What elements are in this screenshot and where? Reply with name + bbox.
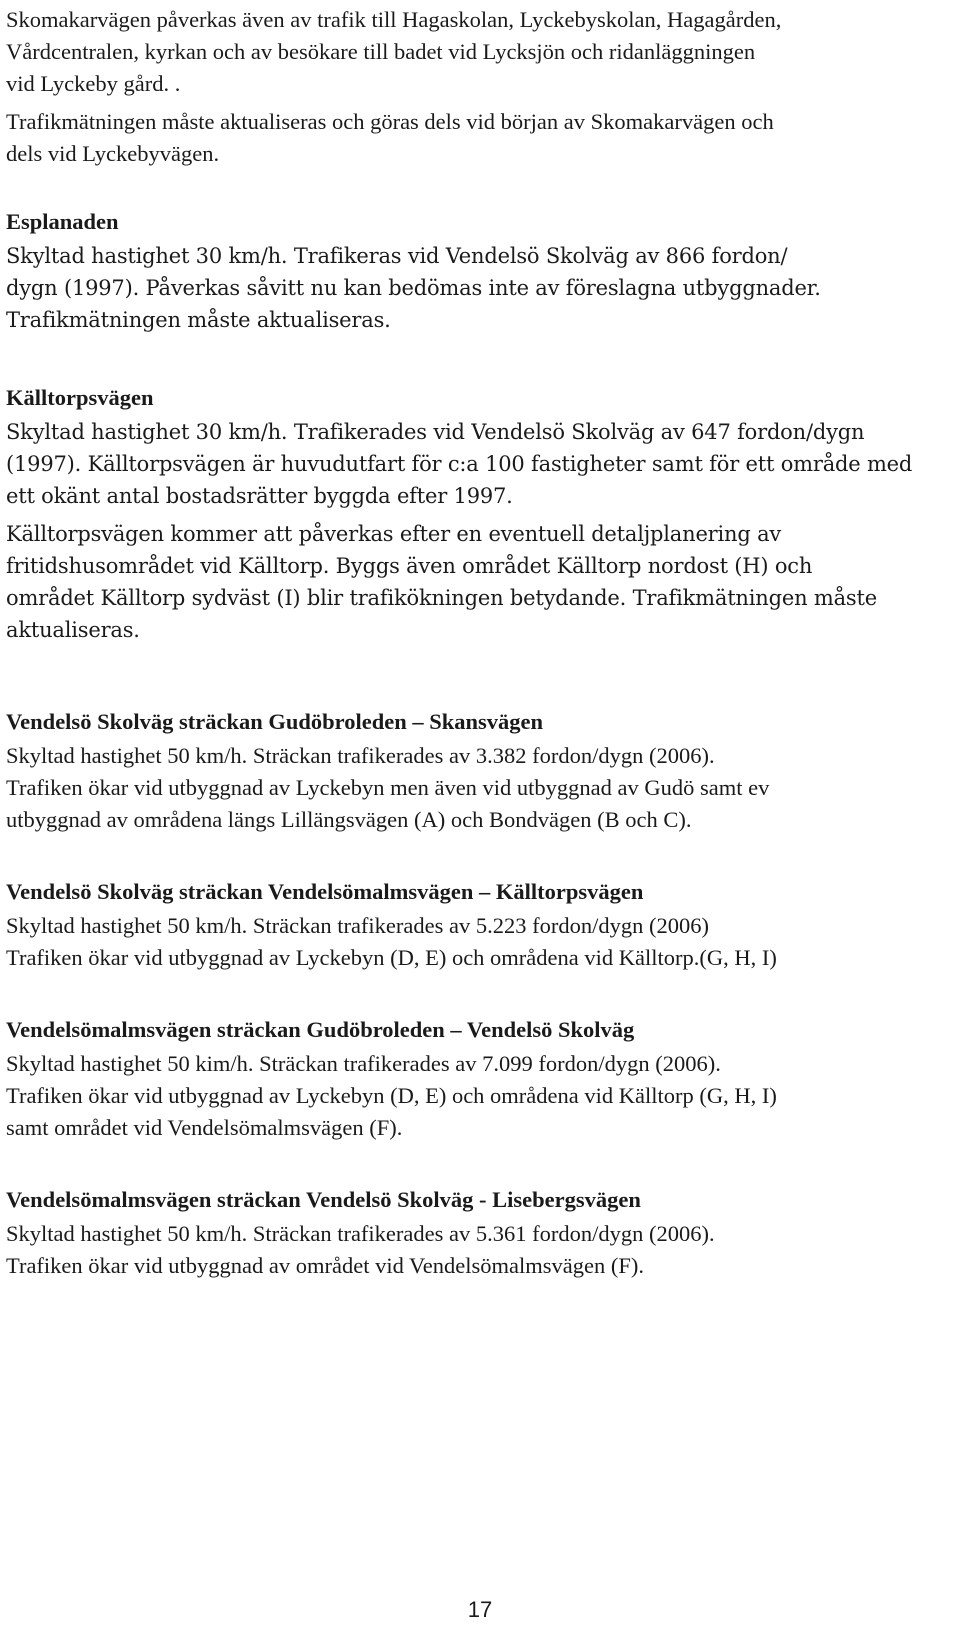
section-line: Trafiken ökar vid utbyggnad av området vid Vendelsömalmsvägen (F). [6,1253,645,1278]
section-kalltorpsvagen [6,382,956,646]
section-esplanaden [6,206,956,336]
section-line: Skyltad hastighet 50 km/h. Sträckan trafikerades av 5.361 fordon/dygn (2006). [6,1221,715,1246]
section-heading: Vendelsö Skolväg sträckan Vendelsömalmsvägen – Källtorpsvägen [6,879,644,904]
section-vendelso-skolvag-vendelsomalmsvagen [6,876,956,974]
section-line: Skyltad hastighet 50 kim/h. Sträckan trafikerades av 7.099 fordon/dygn (2006). [6,1051,721,1076]
intro-line: Skomakarvägen påverkas även av trafik till Hagaskolan, Lyckebyskolan, Hagagården, [6,7,782,32]
section-vendelsomalmsvagen-gudobroleden [6,1014,956,1144]
section-line: Skyltad hastighet 30 km/h. Trafikerades vid Vendelsö Skolväg av 647 fordon/dygn [6,420,865,444]
section-line: området Källtorp sydväst (I) blir trafikökningen betydande. Trafikmätningen måste [6,586,877,610]
section-line: Skyltad hastighet 50 km/h. Sträckan trafikerades av 5.223 fordon/dygn (2006) [6,913,709,938]
section-line: utbyggnad av områdena längs Lillängsvägen (A) och Bondvägen (B och C). [6,807,692,832]
section-line: Källtorpsvägen kommer att påverkas efter en eventuell detaljplanering av [6,522,782,546]
intro-line: Trafikmätningen måste aktualiseras och göras dels vid början av Skomakarvägen och [6,109,774,134]
section-line: samt området vid Vendelsömalmsvägen (F). [6,1115,403,1140]
section-line: Trafikmätningen måste aktualiseras. [6,308,391,332]
section-line: Trafiken ökar vid utbyggnad av Lyckebyn (D, E) och områdena vid Källtorp.(G, H, I) [6,945,777,970]
section-vendelsomalmsvagen-lisebergsvagen [6,1184,956,1282]
section-vendelso-skolvag-gudobroleden [6,706,956,836]
section-heading: Vendelsömalmsvägen sträckan Gudöbroleden – Vendelsö Skolväg [6,1017,635,1042]
section-heading: Esplanaden [6,209,119,234]
section-heading: Vendelsö Skolväg sträckan Gudöbroleden – Skansvägen [6,709,544,734]
section-line: fritidshusområdet vid Källtorp. Byggs även området Källtorp nordost (H) och [6,554,813,578]
section-line: Skyltad hastighet 50 km/h. Sträckan trafikerades av 3.382 fordon/dygn (2006). [6,743,715,768]
section-heading: Källtorpsvägen [6,385,154,410]
section-line: dygn (1997). Påverkas såvitt nu kan bedömas inte av föreslagna utbyggnader. [6,276,821,300]
section-heading: Vendelsömalmsvägen sträckan Vendelsö Skolväg - Lisebergsvägen [6,1187,641,1212]
intro-line: vid Lyckeby gård. . [6,71,181,96]
intro-line: dels vid Lyckebyvägen. [6,141,220,166]
section-line: Trafiken ökar vid utbyggnad av Lyckebyn men även vid utbyggnad av Gudö samt ev [6,775,770,800]
intro-paragraph [6,4,956,170]
section-line: aktualiseras. [6,618,140,642]
page-number: 17 [467,1597,493,1622]
section-line: (1997). Källtorpsvägen är huvudutfart för c:a 100 fastigheter samt för ett område med [6,452,913,476]
section-line: ett okänt antal bostadsrätter byggda efter 1997. [6,484,513,508]
intro-line: Vårdcentralen, kyrkan och av besökare till badet vid Lycksjön och ridanläggningen [6,39,756,64]
section-line: Skyltad hastighet 30 km/h. Trafikeras vid Vendelsö Skolväg av 866 fordon/ [6,244,788,268]
section-line: Trafiken ökar vid utbyggnad av Lyckebyn (D, E) och områdena vid Källtorp (G, H, I) [6,1083,777,1108]
